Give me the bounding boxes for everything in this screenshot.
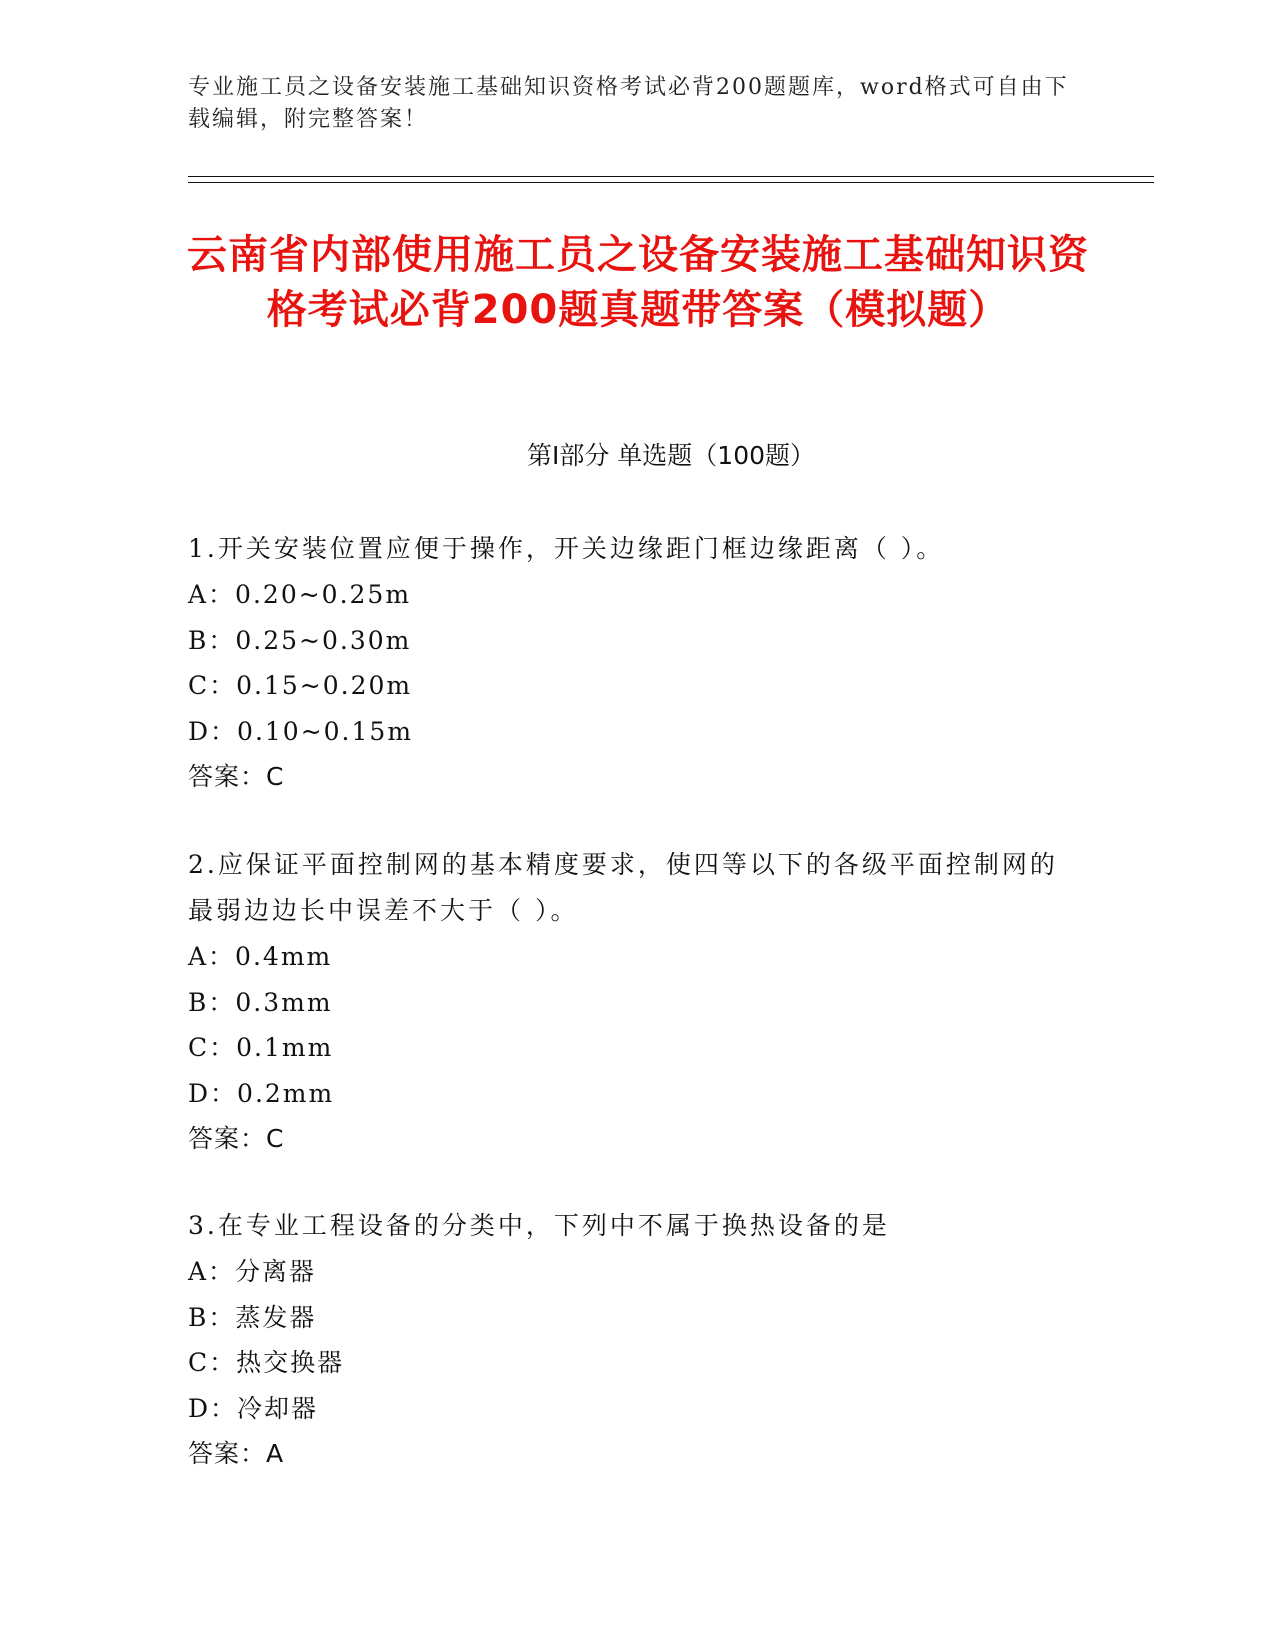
option-c: C：0.1mm <box>188 1033 334 1062</box>
section-title: 第Ⅰ部分 单选题（100题） <box>526 441 816 470</box>
option-b: B：0.3mm <box>188 987 333 1017</box>
answer: 答案：A <box>188 1439 285 1468</box>
question-stem: 2.应保证平面控制网的基本精度要求，使四等以下的各级平面控制网的最弱边边长中误差不大于（ ）。 <box>188 850 1058 925</box>
option-d: D：0.10~0.15m <box>188 716 414 746</box>
question-stem: 1.开关安装位置应便于操作，开关边缘距门框边缘距离（ ）。 <box>188 534 945 563</box>
option-c: C：0.15~0.20m <box>188 671 413 700</box>
answer: 答案：C <box>188 762 285 791</box>
question-2 <box>188 842 1068 1162</box>
question-stem: 3.在专业工程设备的分类中，下列中不属于换热设备的是 <box>188 1211 890 1240</box>
option-d: D：冷却器 <box>188 1393 319 1423</box>
option-d: D：0.2mm <box>188 1078 335 1108</box>
header-divider-top <box>188 176 1154 177</box>
header-note: 专业施工员之设备安装施工基础知识资格考试必背200题题库，word格式可自由下载编辑，附完整答案！ <box>188 75 1069 132</box>
answer: 答案：C <box>188 1124 285 1153</box>
option-b: B：0.25~0.30m <box>188 625 412 655</box>
option-a: A：0.4mm <box>188 942 333 971</box>
option-b: B：蒸发器 <box>188 1302 317 1332</box>
option-c: C：热交换器 <box>188 1348 345 1377</box>
option-a: A：分离器 <box>188 1257 317 1286</box>
question-3 <box>188 1203 1068 1477</box>
question-1 <box>188 526 1068 800</box>
option-a: A：0.20~0.25m <box>188 580 412 609</box>
header-divider-bottom <box>188 182 1154 183</box>
document-title: 云南省内部使用施工员之设备安装施工基础知识资格考试必背200题真题带答案（模拟题） <box>187 232 1089 333</box>
